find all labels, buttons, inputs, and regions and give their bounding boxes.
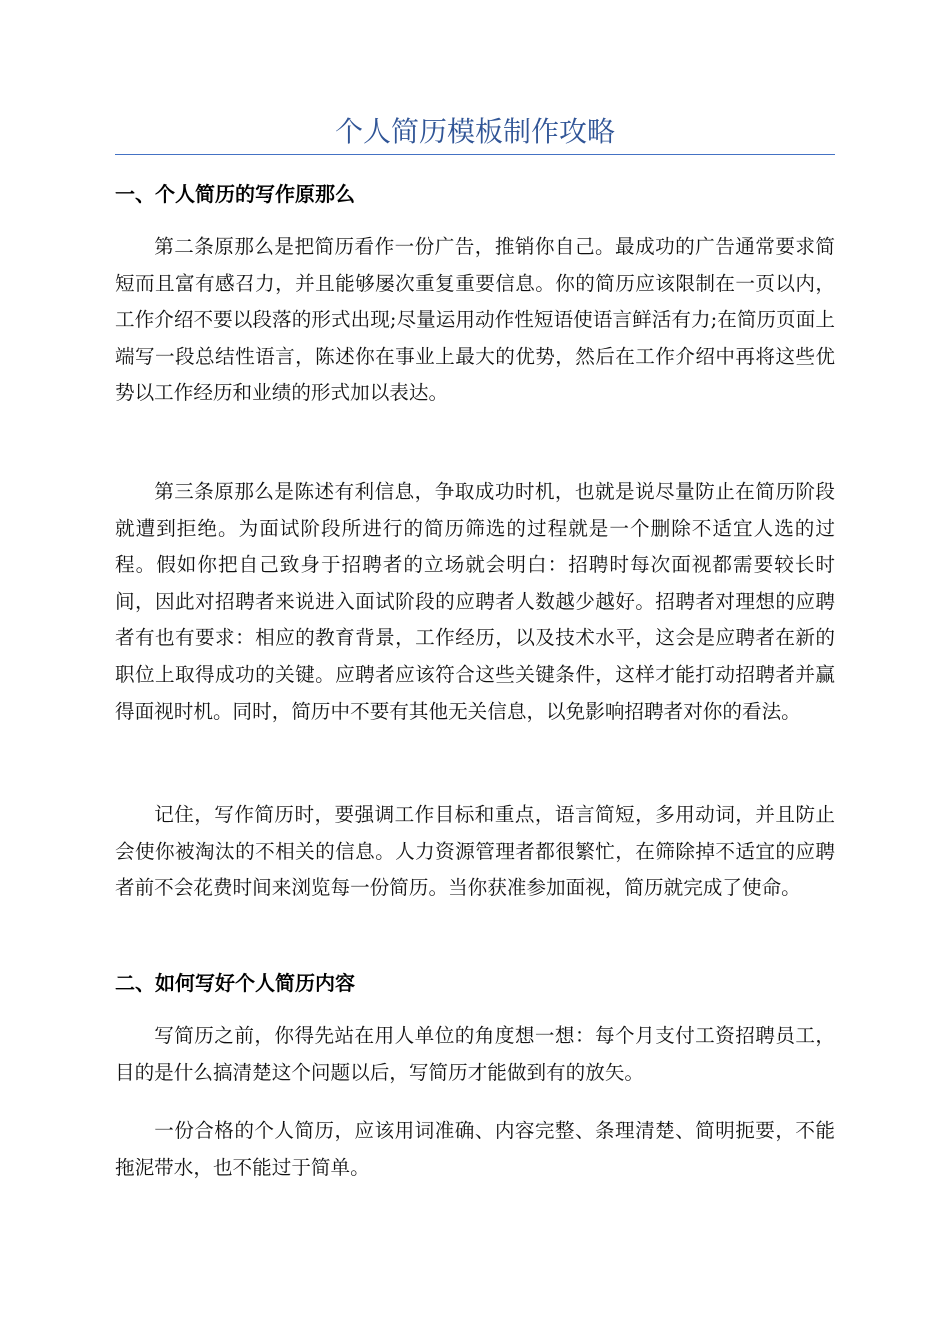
section-heading-principles: 一、个人简历的写作原那么 [115,182,355,206]
title-underline [115,154,835,155]
document-title: 个人简历模板制作攻略 [334,115,615,148]
paragraph-remember: 记住，写作简历时，要强调工作目标和重点，语言简短，多用动词，并且防止会使你被淘汰的不相关的信息。人力资源管理者都很繁忙，在筛除掉不适宜的应聘者前不会花费时间来浏览每一份简历。当你获准参加面视，简历就完成了使命。 [115,803,835,900]
section-heading-content: 二、如何写好个人简历内容 [115,971,355,995]
paragraph-qualified-resume: 一份合格的个人简历，应该用词准确、内容完整、条理清楚、简明扼要，不能拖泥带水，也不能过于简单。 [115,1119,835,1179]
paragraph-principle-two: 第二条原那么是把简历看作一份广告，推销你自己。最成功的广告通常要求简短而且富有感召力，并且能够屡次重复重要信息。你的简历应该限制在一页以内，工作介绍不要以段落的形式出现;尽量运用动作性短语使语言鲜活有力;在简历页面上端写一段总结性语言，陈述你在事业上最大的优势，然后在工作介绍中再将这些优势以工作经历和业绩的形式加以表达。 [115,235,835,405]
paragraph-before-writing: 写简历之前，你得先站在用人单位的角度想一想：每个月支付工资招聘员工，目的是什么搞清楚这个问题以后，写简历才能做到有的放矢。 [115,1024,835,1084]
paragraph-principle-three: 第三条原那么是陈述有利信息，争取成功时机，也就是说尽量防止在简历阶段就遭到拒绝。为面试阶段所进行的简历筛选的过程就是一个删除不适宜人选的过程。假如你把自己致身于招聘者的立场就会明白：招聘时每次面视都需要较长时间，因此对招聘者来说进入面试阶段的应聘者人数越少越好。招聘者对理想的应聘者有也有要求：相应的教育背景，工作经历，以及技术水平，这会是应聘者在新的职位上取得成功的关键。应聘者应该符合这些关键条件，这样才能打动招聘者并赢得面视时机。同时，简历中不要有其他无关信息，以免影响招聘者对你的看法。 [115,480,835,723]
